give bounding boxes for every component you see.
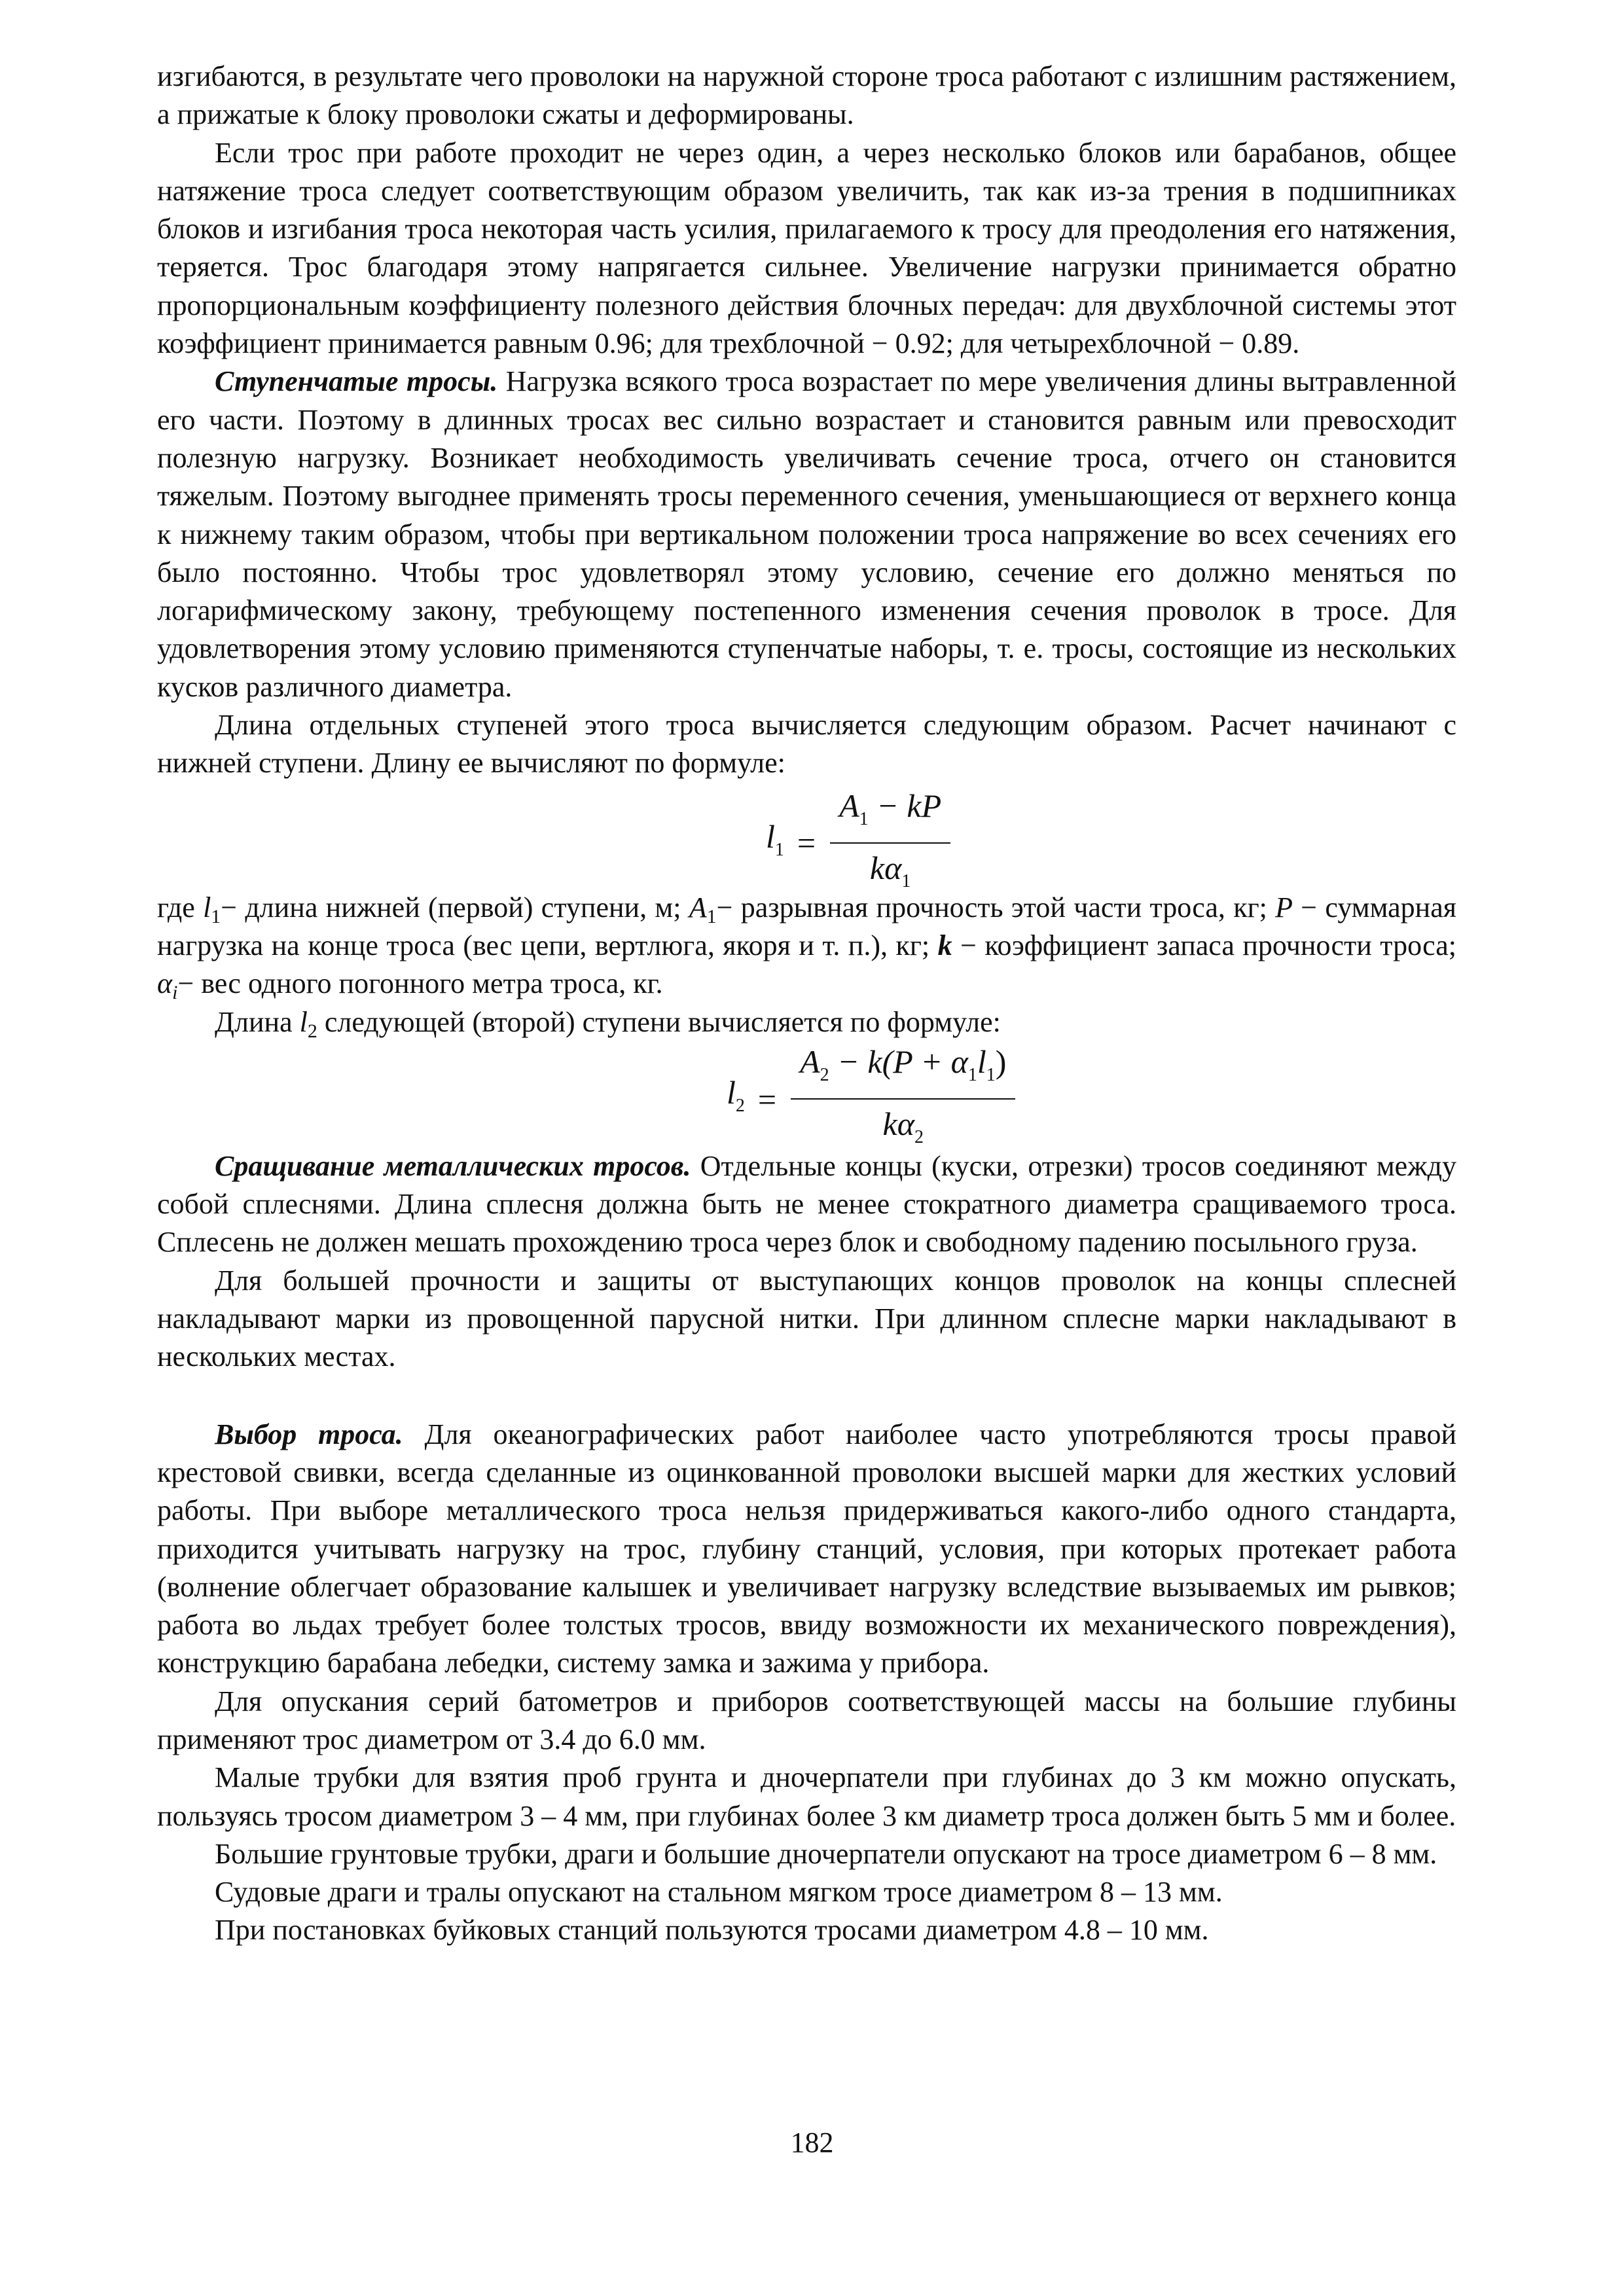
formula-denominator: $k\alpha_1$ <box>869 849 911 891</box>
paragraph-text: Отдельные концы (куски, отрезки) тросов соединяют между собой сплеснями. Длина сплесня должна быть не менее стократного диаметра сращиваемого троса. Сплесень не должен мешать прохождению троса через блок и свободному падению посыльного груза. <box>157 1149 1456 1259</box>
formula-fraction <box>830 785 950 902</box>
section-heading-stepped-cables: Ступенчатые тросы. <box>215 365 498 398</box>
formula-fraction <box>791 1041 1015 1158</box>
paragraph-cable-selection <box>157 1416 1456 1683</box>
formula-denominator: $k\alpha_2$ <box>882 1105 924 1147</box>
paragraph-splicing <box>157 1147 1456 1262</box>
paragraph-block-tension: Если трос при работе проходит не через один, а через несколько блоков или барабанов, общее натяжение троса следует соответствующим образом увеличить, так как из-за трения в подшипниках блоков и изгибания троса некоторая часть усилия, прилагаемого к тросу для преодоления его натяжения, теряется. Трос благодаря этому напрягается сильнее. Увеличение нагрузки принимается обратно пропорциональным коэффициенту полезного действия блочных передач: для двухблочной системы этот коэффициент принимается равным 0.96; для трехблочной − 0.92; для четырехблочной − 0.89. <box>157 136 1456 360</box>
section-gap <box>157 1376 1456 1416</box>
paragraph-stepped-cables <box>157 363 1456 706</box>
section-heading-cable-selection: Выбор троса. <box>215 1418 403 1450</box>
formula-first-step <box>157 783 1456 889</box>
paragraph-text: Нагрузка всякого троса возрастает по мере увеличения длины вытравленной его части. Поэтому в длинных тросах вес сильно возрастает и становится равным или превосходит полезную нагрузку. Возникает необходимость увеличивать сечение троса, отчего он становится тяжелым. Поэтому выгоднее применять тросы переменного сечения, уменьшающиеся от верхнего конца к нижнему таким образом, чтобы при вертикальном положении троса напряжение во всех сечениях его было постоянно. Чтобы трос удовлетворял этому условию, сечение его должно меняться по логарифмическому закону, требующему постепенного изменения сечения проволок в тросе. Для удовлетворения этому условию применяются ступенчатые наборы, т. е. тросы, состоящие из нескольких кусков различного диаметра. <box>157 365 1457 703</box>
page-number: 182 <box>790 2126 834 2159</box>
paragraph-bathometers: Для опускания серий батометров и приборов соответствующей массы на большие глубины применяют трос диаметром от 3.4 до 6.0 мм. <box>157 1685 1456 1755</box>
paragraph-splice-marks: Для большей прочности и защиты от выступающих концов проволок на концы сплесней накладывают марки из провощенной парусной нитки. При длинном сплесне марки накладывают в нескольких местах. <box>157 1264 1456 1373</box>
body-text <box>157 58 1456 1950</box>
formula-second-step <box>157 1041 1456 1147</box>
formula-numerator: $A_1$ − kP <box>830 785 950 844</box>
paragraph-large-tubes: Большие грунтовые трубки, драги и большие дночерпатели опускают на тросе диаметром 6 – 8 мм. <box>215 1837 1437 1870</box>
paragraph-text: Для океанографических работ наиболее часто употребляются тросы правой крестовой свивки, всегда сделанные из оцинкованной проволоки высшей марки для жестких условий работы. При выборе металлического троса нельзя придерживаться какого-либо одного стандарта, приходится учитывать нагрузку на трос, глубину станций, условия, при которых протекает работа (волнение облегчает образование калышек и увеличивает нагрузку вследствие вызываемых им рывков; работа во льдах требует более толстых тросов, ввиду возможности их механического повреждения), конструкцию барабана лебедки, систему замка и зажима у прибора. <box>157 1418 1456 1679</box>
paragraph-variable-definitions: где $l_1-$ длина нижней (первой) ступени, м; $A_1-$ разрывная прочность этой части троса, кг; P − суммарная нагрузка на конце троса (вес цепи, вертлюга, якоря и т. п.), кг; k − коэффициент запаса прочности троса; $\alpha_i-$ вес одного погонного метра троса, кг. <box>157 891 1456 1004</box>
paragraph-step-length-intro: Длина отдельных ступеней этого троса вычисляется следующим образом. Расчет начинают с нижней ступени. Длину ее вычисляют по формуле: <box>157 709 1456 780</box>
paragraph-dredges: Судовые драги и тралы опускают на стальном мягком тросе диаметром 8 – 13 мм. <box>215 1876 1223 1909</box>
section-heading-splicing: Сращивание металлических тросов. <box>215 1149 691 1182</box>
formula-l1: $l_1$ = $\frac{A_1 - kP}{k\alpha_1}$ <box>766 785 950 902</box>
paragraph-small-tubes: Малые трубки для взятия проб грунта и дночерпатели при глубинах до 3 км можно опускать, пользуясь тросом диаметром 3 – 4 мм, при глубинах более 3 км диаметр троса должен быть 5 мм и более. <box>157 1761 1456 1832</box>
formula-l2: $l_2$ = $\frac{A_2 - k(P + \alpha_1l_1)}{k\alpha_2}$ <box>727 1041 1015 1158</box>
paragraph-buoy-stations: При постановках буйковых станций пользуются тросами диаметром 4.8 – 10 мм. <box>215 1914 1209 1946</box>
paragraph-second-step-intro: Длина $l_2$ следующей (второй) ступени вычисляется по формуле: <box>215 1005 1001 1042</box>
formula-numerator: $A_2 - k(P + \alpha_1l_1)$ <box>791 1041 1015 1100</box>
paragraph-continued: изгибаются, в результате чего проволоки на наружной стороне троса работают с излишним растяжением, а прижатые к блоку проволоки сжаты и деформированы. <box>157 60 1456 131</box>
